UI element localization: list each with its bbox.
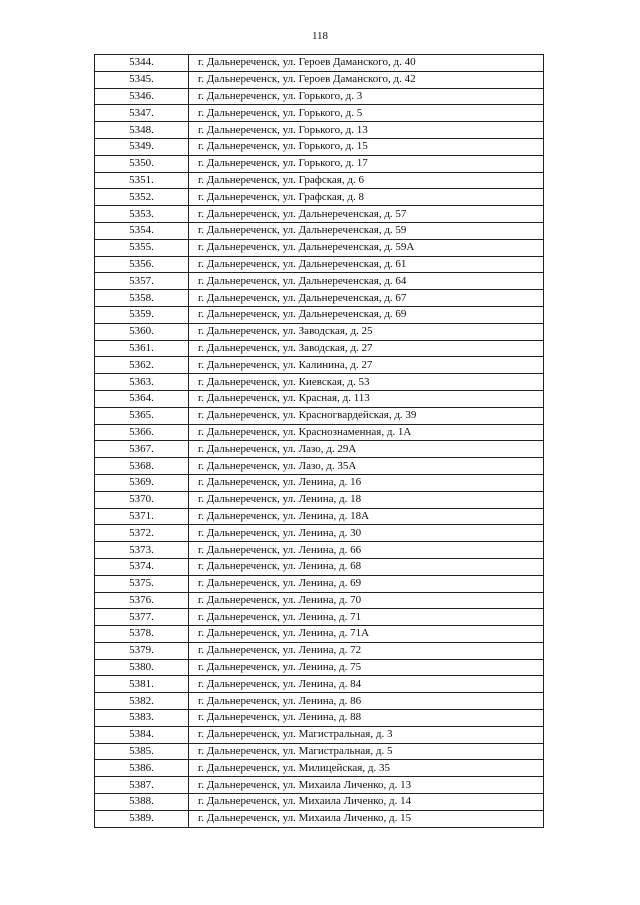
table-row bbox=[95, 508, 544, 525]
row-number: 5357. bbox=[95, 273, 189, 290]
row-number: 5360. bbox=[95, 323, 189, 340]
row-address: г. Дальнереченск, ул. Ленина, д. 16 bbox=[189, 474, 544, 491]
row-address: г. Дальнереченск, ул. Заводская, д. 27 bbox=[189, 340, 544, 357]
row-address: г. Дальнереченск, ул. Ленина, д. 69 bbox=[189, 575, 544, 592]
row-address: г. Дальнереченск, ул. Ленина, д. 71 bbox=[189, 609, 544, 626]
row-address: г. Дальнереченск, ул. Дальнереченская, д. 59 bbox=[189, 222, 544, 239]
table-row bbox=[95, 290, 544, 307]
table-row bbox=[95, 323, 544, 340]
row-address: г. Дальнереченск, ул. Заводская, д. 25 bbox=[189, 323, 544, 340]
row-number: 5389. bbox=[95, 810, 189, 827]
row-number: 5353. bbox=[95, 206, 189, 223]
row-address: г. Дальнереченск, ул. Милицейская, д. 35 bbox=[189, 760, 544, 777]
table-row bbox=[95, 676, 544, 693]
row-number: 5363. bbox=[95, 374, 189, 391]
row-address: г. Дальнереченск, ул. Героев Даманского, д. 40 bbox=[189, 55, 544, 72]
table-row bbox=[95, 390, 544, 407]
row-address: г. Дальнереченск, ул. Дальнереченская, д. 69 bbox=[189, 306, 544, 323]
table-row bbox=[95, 256, 544, 273]
row-address: г. Дальнереченск, ул. Ленина, д. 72 bbox=[189, 642, 544, 659]
row-number: 5347. bbox=[95, 105, 189, 122]
row-number: 5351. bbox=[95, 172, 189, 189]
row-number: 5381. bbox=[95, 676, 189, 693]
row-number: 5356. bbox=[95, 256, 189, 273]
table-row bbox=[95, 239, 544, 256]
row-address: г. Дальнереченск, ул. Дальнереченская, д. 61 bbox=[189, 256, 544, 273]
row-number: 5345. bbox=[95, 71, 189, 88]
table-row bbox=[95, 357, 544, 374]
row-number: 5370. bbox=[95, 491, 189, 508]
row-number: 5358. bbox=[95, 290, 189, 307]
table-row bbox=[95, 222, 544, 239]
table-row bbox=[95, 810, 544, 827]
row-number: 5364. bbox=[95, 390, 189, 407]
table-row bbox=[95, 340, 544, 357]
row-number: 5379. bbox=[95, 642, 189, 659]
row-address: г. Дальнереченск, ул. Магистральная, д. 3 bbox=[189, 726, 544, 743]
row-address: г. Дальнереченск, ул. Ленина, д. 75 bbox=[189, 659, 544, 676]
row-address: г. Дальнереченск, ул. Горького, д. 5 bbox=[189, 105, 544, 122]
row-address: г. Дальнереченск, ул. Графская, д. 6 bbox=[189, 172, 544, 189]
table-row bbox=[95, 794, 544, 811]
table-row bbox=[95, 189, 544, 206]
table-row bbox=[95, 777, 544, 794]
row-number: 5375. bbox=[95, 575, 189, 592]
row-address: г. Дальнереченск, ул. Ленина, д. 71А bbox=[189, 626, 544, 643]
row-number: 5388. bbox=[95, 794, 189, 811]
table-row bbox=[95, 659, 544, 676]
row-number: 5373. bbox=[95, 542, 189, 559]
row-number: 5349. bbox=[95, 138, 189, 155]
row-number: 5350. bbox=[95, 155, 189, 172]
row-number: 5380. bbox=[95, 659, 189, 676]
row-address: г. Дальнереченск, ул. Лазо, д. 35А bbox=[189, 458, 544, 475]
table-row bbox=[95, 525, 544, 542]
table-row bbox=[95, 206, 544, 223]
table-row bbox=[95, 592, 544, 609]
row-number: 5355. bbox=[95, 239, 189, 256]
row-address: г. Дальнереченск, ул. Ленина, д. 68 bbox=[189, 558, 544, 575]
table-row bbox=[95, 122, 544, 139]
row-number: 5386. bbox=[95, 760, 189, 777]
row-number: 5344. bbox=[95, 55, 189, 72]
row-number: 5365. bbox=[95, 407, 189, 424]
table-row bbox=[95, 575, 544, 592]
table-row bbox=[95, 474, 544, 491]
table-row bbox=[95, 374, 544, 391]
row-address: г. Дальнереченск, ул. Красная, д. 113 bbox=[189, 390, 544, 407]
table-row bbox=[95, 55, 544, 72]
row-address: г. Дальнереченск, ул. Ленина, д. 84 bbox=[189, 676, 544, 693]
row-address: г. Дальнереченск, ул. Ленина, д. 66 bbox=[189, 542, 544, 559]
row-address: г. Дальнереченск, ул. Ленина, д. 88 bbox=[189, 710, 544, 727]
table-row bbox=[95, 306, 544, 323]
row-number: 5346. bbox=[95, 88, 189, 105]
table-row bbox=[95, 491, 544, 508]
row-address: г. Дальнереченск, ул. Михаила Личенко, д. 14 bbox=[189, 794, 544, 811]
row-number: 5376. bbox=[95, 592, 189, 609]
row-number: 5371. bbox=[95, 508, 189, 525]
row-number: 5368. bbox=[95, 458, 189, 475]
row-address: г. Дальнереченск, ул. Михаила Личенко, д. 13 bbox=[189, 777, 544, 794]
address-table bbox=[94, 54, 544, 828]
table-row bbox=[95, 88, 544, 105]
row-address: г. Дальнереченск, ул. Ленина, д. 70 bbox=[189, 592, 544, 609]
table-row bbox=[95, 542, 544, 559]
row-address: г. Дальнереченск, ул. Горького, д. 15 bbox=[189, 138, 544, 155]
address-table-body bbox=[95, 55, 544, 828]
row-address: г. Дальнереченск, ул. Горького, д. 17 bbox=[189, 155, 544, 172]
table-row bbox=[95, 138, 544, 155]
table-row bbox=[95, 760, 544, 777]
table-row bbox=[95, 743, 544, 760]
row-address: г. Дальнереченск, ул. Горького, д. 3 bbox=[189, 88, 544, 105]
table-row bbox=[95, 407, 544, 424]
row-number: 5367. bbox=[95, 441, 189, 458]
table-row bbox=[95, 424, 544, 441]
table-row bbox=[95, 609, 544, 626]
row-number: 5377. bbox=[95, 609, 189, 626]
row-number: 5382. bbox=[95, 693, 189, 710]
row-address: г. Дальнереченск, ул. Калинина, д. 27 bbox=[189, 357, 544, 374]
table-row bbox=[95, 558, 544, 575]
table-row bbox=[95, 71, 544, 88]
row-number: 5372. bbox=[95, 525, 189, 542]
table-row bbox=[95, 155, 544, 172]
row-address: г. Дальнереченск, ул. Михаила Личенко, д. 15 bbox=[189, 810, 544, 827]
row-number: 5378. bbox=[95, 626, 189, 643]
row-address: г. Дальнереченск, ул. Магистральная, д. 5 bbox=[189, 743, 544, 760]
row-number: 5384. bbox=[95, 726, 189, 743]
row-address: г. Дальнереченск, ул. Графская, д. 8 bbox=[189, 189, 544, 206]
table-row bbox=[95, 726, 544, 743]
table-row bbox=[95, 273, 544, 290]
row-number: 5383. bbox=[95, 710, 189, 727]
row-number: 5354. bbox=[95, 222, 189, 239]
table-row bbox=[95, 642, 544, 659]
row-address: г. Дальнереченск, ул. Ленина, д. 18А bbox=[189, 508, 544, 525]
row-address: г. Дальнереченск, ул. Горького, д. 13 bbox=[189, 122, 544, 139]
row-number: 5348. bbox=[95, 122, 189, 139]
row-address: г. Дальнереченск, ул. Киевская, д. 53 bbox=[189, 374, 544, 391]
row-number: 5385. bbox=[95, 743, 189, 760]
row-address: г. Дальнереченск, ул. Дальнереченская, д. 59А bbox=[189, 239, 544, 256]
table-row bbox=[95, 441, 544, 458]
row-address: г. Дальнереченск, ул. Дальнереченская, д. 57 bbox=[189, 206, 544, 223]
row-number: 5359. bbox=[95, 306, 189, 323]
row-address: г. Дальнереченск, ул. Героев Даманского, д. 42 bbox=[189, 71, 544, 88]
row-number: 5366. bbox=[95, 424, 189, 441]
table-row bbox=[95, 626, 544, 643]
row-address: г. Дальнереченск, ул. Краснознаменная, д. 1А bbox=[189, 424, 544, 441]
row-address: г. Дальнереченск, ул. Ленина, д. 30 bbox=[189, 525, 544, 542]
row-number: 5387. bbox=[95, 777, 189, 794]
table-row bbox=[95, 172, 544, 189]
row-address: г. Дальнереченск, ул. Ленина, д. 86 bbox=[189, 693, 544, 710]
table-row bbox=[95, 693, 544, 710]
page-number: 118 bbox=[311, 30, 329, 42]
row-address: г. Дальнереченск, ул. Лазо, д. 29А bbox=[189, 441, 544, 458]
row-number: 5352. bbox=[95, 189, 189, 206]
row-address: г. Дальнереченск, ул. Красногвардейская, д. 39 bbox=[189, 407, 544, 424]
row-number: 5374. bbox=[95, 558, 189, 575]
row-address: г. Дальнереченск, ул. Дальнереченская, д. 67 bbox=[189, 290, 544, 307]
table-row bbox=[95, 458, 544, 475]
row-address: г. Дальнереченск, ул. Дальнереченская, д. 64 bbox=[189, 273, 544, 290]
table-row bbox=[95, 710, 544, 727]
row-address: г. Дальнереченск, ул. Ленина, д. 18 bbox=[189, 491, 544, 508]
row-number: 5369. bbox=[95, 474, 189, 491]
row-number: 5362. bbox=[95, 357, 189, 374]
table-row bbox=[95, 105, 544, 122]
row-number: 5361. bbox=[95, 340, 189, 357]
